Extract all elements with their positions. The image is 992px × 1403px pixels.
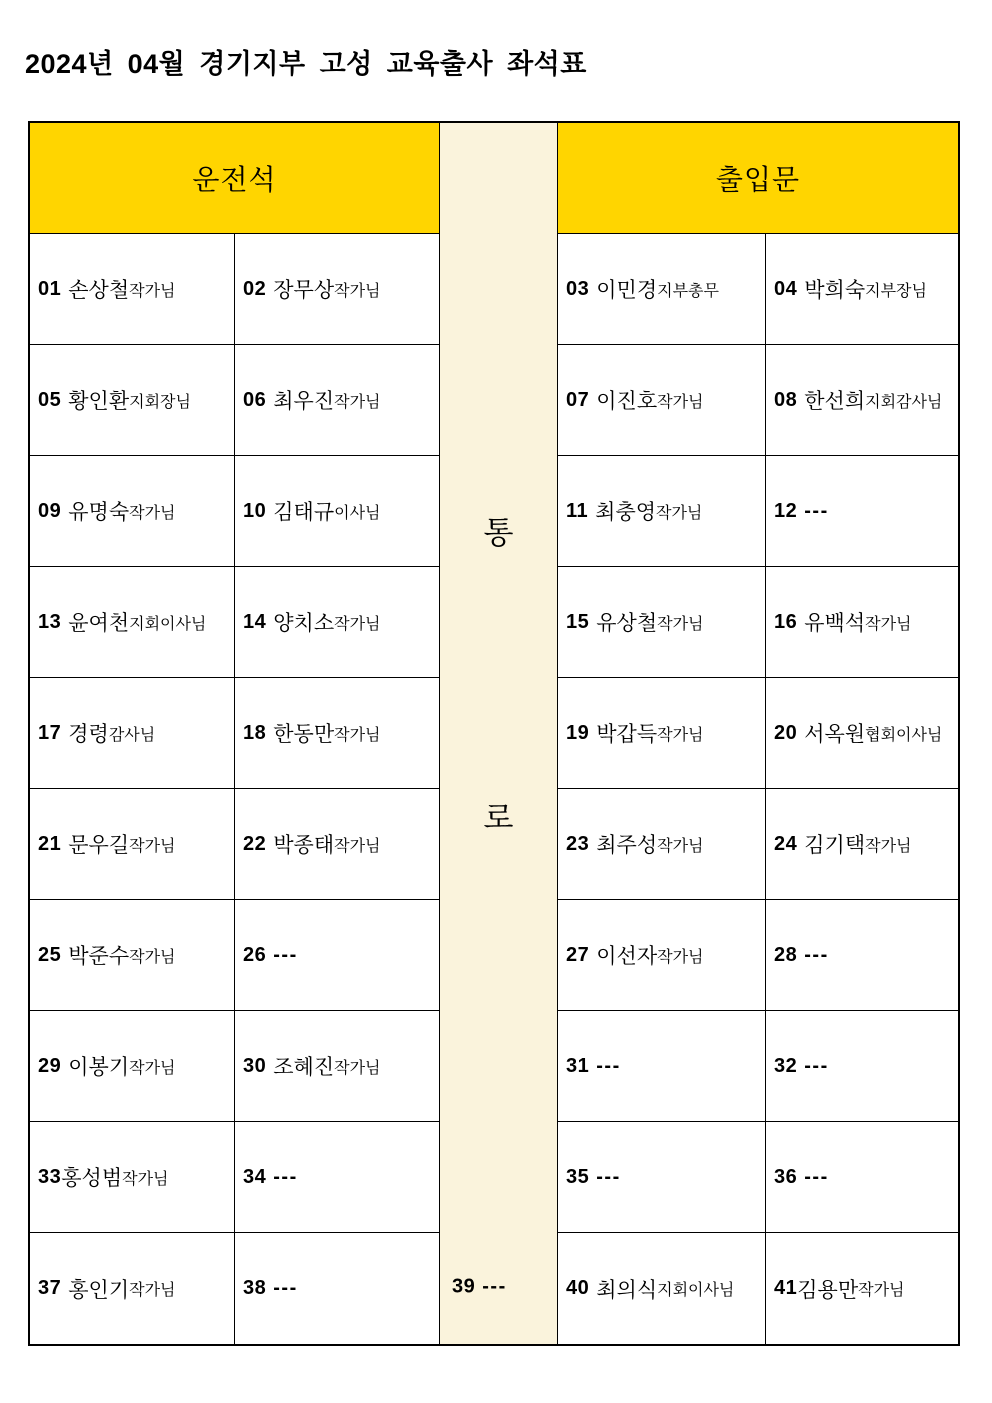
seat-03 [558, 234, 766, 345]
seat-37 [30, 1233, 235, 1344]
seat-name: 윤여천 [68, 612, 130, 635]
seat-name: 양치소 [273, 612, 335, 635]
seat-name: 최우진 [273, 390, 335, 413]
seat-title: 작가님 [129, 837, 176, 855]
seat-number: 34 [243, 1165, 267, 1188]
seat-number: 40 [566, 1277, 590, 1299]
seat-title: 지부장님 [865, 282, 927, 300]
seat-24 [766, 789, 958, 900]
seat-number: 21 [38, 832, 62, 855]
seat-06 [235, 345, 440, 456]
seat-number: 10 [243, 499, 267, 522]
seat-name: --- [804, 499, 829, 522]
seat-28 [766, 900, 958, 1011]
seat-number: 29 [38, 1054, 62, 1077]
seat-title: 작가님 [656, 504, 703, 522]
seat-title: 협회이사님 [865, 726, 943, 744]
seat-name: --- [804, 1165, 829, 1188]
aisle-char-tong: 통 [483, 515, 514, 551]
seat-19 [558, 678, 766, 789]
seat-number: 38 [243, 1277, 267, 1299]
seat-number: 33 [38, 1165, 62, 1188]
seat-02 [235, 234, 440, 345]
seat-title: 감사님 [108, 726, 156, 744]
seat-41 [766, 1233, 958, 1344]
seat-name: 홍인기 [68, 1278, 130, 1302]
seat-name: --- [273, 1277, 298, 1299]
seat-name: 김태규 [273, 501, 335, 524]
seat-35 [558, 1122, 766, 1233]
seat-title: 작가님 [334, 1059, 381, 1077]
seat-title: 작가님 [865, 837, 912, 855]
seat-04 [766, 234, 958, 345]
aisle-char-ro: 로 [483, 800, 514, 836]
seat-number: 01 [38, 277, 62, 300]
seat-number: 06 [243, 388, 267, 411]
seat-22 [235, 789, 440, 900]
seat-name: --- [273, 1165, 298, 1188]
seating-table [28, 121, 960, 1346]
seat-name: --- [804, 943, 829, 966]
seat-number: 17 [38, 721, 62, 744]
seat-20 [766, 678, 958, 789]
seat-name: 박준수 [68, 945, 130, 968]
seat-title: 작가님 [334, 726, 381, 744]
seat-number: 31 [566, 1054, 590, 1077]
seat-name: --- [804, 1054, 829, 1077]
seat-30 [235, 1011, 440, 1122]
seat-name: 박희숙 [804, 279, 866, 302]
seat-name: 최충영 [595, 501, 657, 524]
seat-number: 14 [243, 610, 267, 633]
seat-name: --- [596, 1054, 621, 1077]
seat-number: 07 [566, 388, 590, 411]
seat-name: 한동만 [273, 723, 335, 746]
seat-number: 12 [774, 499, 798, 522]
seat-name: 문우길 [68, 834, 130, 857]
seat-title: 작가님 [334, 282, 381, 300]
seat-title: 작가님 [657, 837, 704, 855]
seat-31 [558, 1011, 766, 1122]
seat-number: 25 [38, 943, 62, 966]
seat-number: 04 [774, 277, 798, 300]
seat-number: 41 [774, 1277, 798, 1299]
seat-name: 유명숙 [68, 501, 130, 524]
seat-number: 36 [774, 1165, 798, 1188]
seat-38 [235, 1233, 440, 1344]
seat-12 [766, 456, 958, 567]
seat-32 [766, 1011, 958, 1122]
seat-name: 최의식 [596, 1278, 658, 1302]
seat-number: 08 [774, 388, 798, 411]
seat-number: 26 [243, 943, 267, 966]
seat-number: 18 [243, 721, 267, 744]
seat-number: 30 [243, 1054, 267, 1077]
seat-15 [558, 567, 766, 678]
seat-title: 작가님 [129, 948, 176, 966]
seat-name: --- [482, 1275, 507, 1298]
seat-name: 이선자 [596, 945, 658, 968]
seat-title: 작가님 [129, 282, 176, 300]
seat-title: 지회이사님 [129, 615, 207, 633]
seat-title: 작가님 [122, 1170, 169, 1188]
seat-name: 손상철 [68, 279, 130, 302]
seat-title: 지회장님 [129, 393, 191, 411]
seat-number: 32 [774, 1054, 798, 1077]
seat-name: 서옥원 [804, 723, 866, 746]
seat-18 [235, 678, 440, 789]
seat-26 [235, 900, 440, 1011]
seat-name: 이진호 [596, 390, 658, 413]
seat-07 [558, 345, 766, 456]
seat-05 [30, 345, 235, 456]
seat-16 [766, 567, 958, 678]
seat-name: 조혜진 [273, 1056, 335, 1079]
seat-13 [30, 567, 235, 678]
seat-title: 작가님 [334, 615, 381, 633]
seat-name: 최주성 [596, 834, 658, 857]
seat-21 [30, 789, 235, 900]
seat-name: 이봉기 [68, 1056, 130, 1079]
seat-17 [30, 678, 235, 789]
seat-25 [30, 900, 235, 1011]
seat-name: 황인환 [68, 390, 130, 413]
seat-title: 이사님 [334, 504, 381, 522]
seat-number: 23 [566, 832, 590, 855]
seat-title: 작가님 [129, 1282, 176, 1299]
seat-number: 15 [566, 610, 590, 633]
seat-title: 작가님 [657, 948, 704, 966]
seat-01 [30, 234, 235, 345]
header-entrance-door [558, 123, 958, 234]
seat-33 [30, 1122, 235, 1233]
seat-number: 13 [38, 610, 62, 633]
seat-number: 37 [38, 1277, 62, 1299]
seat-14 [235, 567, 440, 678]
seat-name: 장무상 [273, 279, 335, 302]
seat-27 [558, 900, 766, 1011]
seat-08 [766, 345, 958, 456]
aisle-column [440, 123, 558, 1344]
seat-number: 20 [774, 721, 798, 744]
seat-number: 24 [774, 832, 798, 855]
seat-name: --- [273, 943, 298, 966]
seat-36 [766, 1122, 958, 1233]
seat-name: 김기택 [804, 834, 866, 857]
seat-title: 작가님 [657, 393, 704, 411]
seat-number: 22 [243, 832, 267, 855]
seat-title: 작가님 [657, 726, 704, 744]
seat-name: 박갑득 [596, 723, 658, 746]
seat-title: 작가님 [129, 1059, 176, 1077]
seat-number: 03 [566, 277, 590, 300]
seat-number: 19 [566, 721, 590, 744]
seat-name: 경령 [68, 723, 109, 746]
seat-40 [558, 1233, 766, 1344]
header-driver-seat [30, 123, 440, 234]
seat-number: 39 [452, 1275, 476, 1298]
seat-title: 지회감사님 [865, 393, 943, 411]
seat-name: 유백석 [804, 612, 866, 635]
seat-title: 작가님 [334, 393, 381, 411]
seat-title: 지부총무 [657, 282, 719, 300]
seat-title: 작가님 [129, 504, 176, 522]
seat-title: 작가님 [334, 837, 381, 855]
seat-39 [440, 1276, 557, 1299]
seat-number: 28 [774, 943, 798, 966]
seat-name: 한선희 [804, 390, 866, 413]
seat-name: 유상철 [596, 612, 658, 635]
seat-number: 35 [566, 1165, 590, 1188]
seat-number: 27 [566, 943, 590, 966]
seat-number: 09 [38, 499, 62, 522]
seat-title: 작가님 [858, 1282, 905, 1299]
seat-title: 작가님 [657, 615, 704, 633]
seat-name: 김용만 [797, 1278, 859, 1302]
seat-name: 박종태 [273, 834, 335, 857]
seat-name: 홍성범 [61, 1167, 123, 1190]
seat-title: 작가님 [865, 615, 912, 633]
header-entrance-door-label: 출입문 [715, 164, 801, 195]
seat-number: 11 [566, 499, 589, 522]
seat-10 [235, 456, 440, 567]
seat-title: 지회이사님 [657, 1282, 735, 1299]
seat-number: 16 [774, 610, 798, 633]
seat-34 [235, 1122, 440, 1233]
seat-11 [558, 456, 766, 567]
seat-29 [30, 1011, 235, 1122]
seat-23 [558, 789, 766, 900]
seat-name: --- [596, 1165, 621, 1188]
seat-name: 이민경 [596, 279, 658, 302]
seat-09 [30, 456, 235, 567]
seat-number: 02 [243, 277, 267, 300]
page-title: 2024년 04월 경기지부 고성 교육출사 좌석표 [25, 49, 587, 79]
seat-number: 05 [38, 388, 62, 411]
header-driver-seat-label: 운전석 [192, 164, 277, 195]
